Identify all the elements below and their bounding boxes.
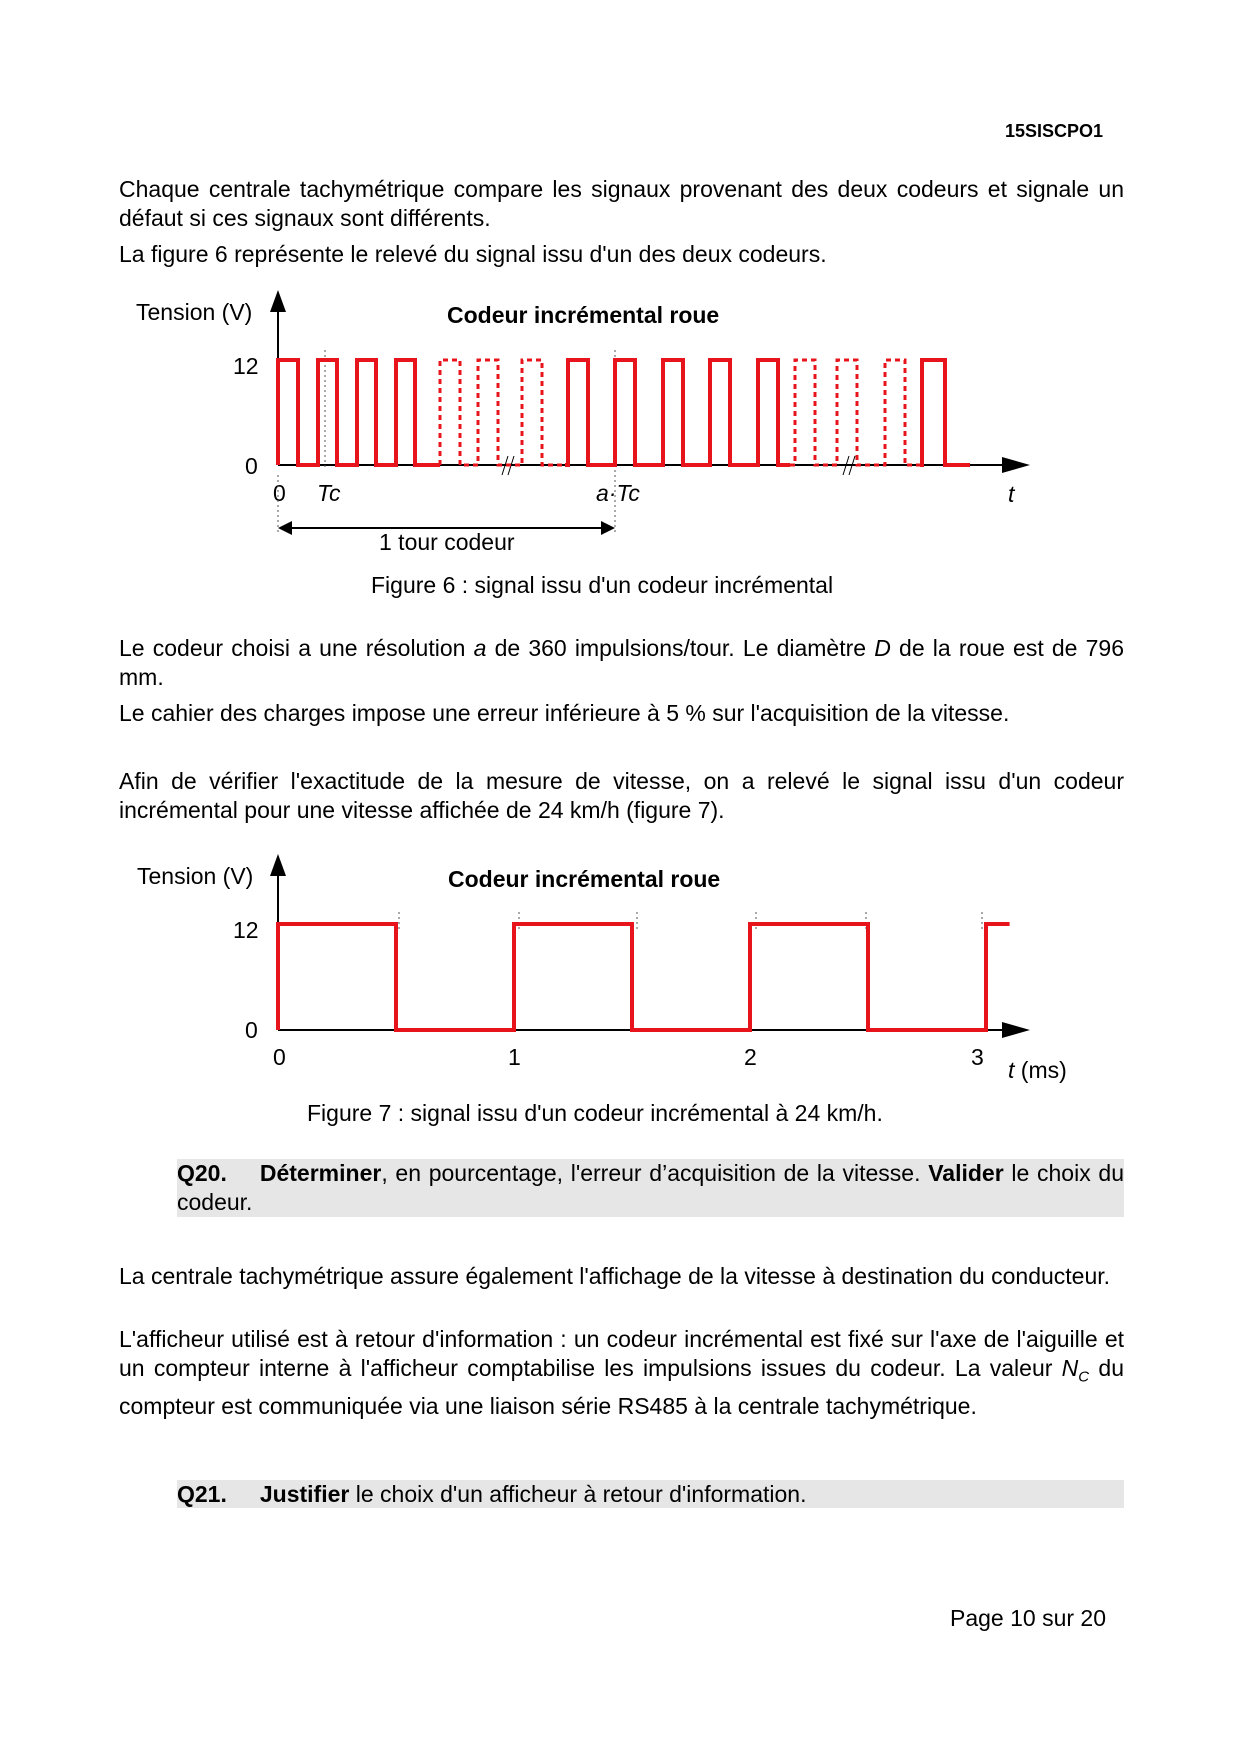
fig6-xtick-tc: Tc xyxy=(317,480,341,506)
fig6-x-arrow xyxy=(1002,457,1030,473)
variable-nc: $N_C$ xyxy=(1061,1355,1090,1386)
fig6-xtick-atc: a·Tc xyxy=(596,480,640,506)
fig6-title: Codeur incrémental roue xyxy=(447,302,720,328)
fig7-xlabel: t (ms) xyxy=(1008,1057,1067,1083)
fig6-signal-segment-2 xyxy=(565,360,790,465)
fig6-signal-segment-1 xyxy=(278,360,440,465)
fig7-xtick-3: 3 xyxy=(971,1044,984,1070)
paragraph-feedback-display: L'afficheur utilisé est à retour d'information : un codeur incrémental est fixé sur l'axe de l'aiguille et un compteur interne à l'afficheur comptabilise les impulsions issues du codeur. La valeur $N_C$ du compteur est communiquée via une liaison série RS485 à la centrale tachymétrique. xyxy=(119,1326,1124,1419)
fig7-y-arrow xyxy=(270,854,286,876)
fig6-ylabel: Tension (V) xyxy=(136,299,253,325)
fig7-x-arrow xyxy=(1002,1022,1030,1038)
fig6-signal-gap-2 xyxy=(790,360,920,465)
fig7-xtick-0: 0 xyxy=(273,1044,286,1070)
fig6-ytick-12: 12 xyxy=(233,353,259,379)
figure-7-caption: Figure 7 : signal issu d'un codeur incrémental à 24 km/h. xyxy=(307,1100,883,1126)
variable-d: D xyxy=(874,635,891,661)
page-number: Page 10 sur 20 xyxy=(950,1605,1107,1631)
question-20: Q20. Déterminer, en pourcentage, l'erreur d’acquisition de la vitesse. Valider le choix du codeur. xyxy=(177,1160,1124,1215)
fig6-xtick-0: 0 xyxy=(273,480,286,506)
fig6-tour-arrow-left xyxy=(278,521,292,535)
paragraph-specs: Le cahier des charges impose une erreur inférieure à 5 % sur l'acquisition de la vitesse. xyxy=(119,700,1010,726)
fig6-signal-gap-1 xyxy=(440,360,565,465)
fig7-ytick-12: 12 xyxy=(233,917,259,943)
fig7-title: Codeur incrémental roue xyxy=(448,866,721,892)
paragraph-figure6-intro: La figure 6 représente le relevé du signal issu d'un des deux codeurs. xyxy=(119,241,827,267)
question-21-number: Q21. xyxy=(177,1481,227,1507)
paragraph-verification: Afin de vérifier l'exactitude de la mesure de vitesse, on a relevé le signal issu d'un codeur incrémental pour une vitesse affichée de 24 km/h (figure 7). xyxy=(119,768,1124,823)
fig7-ytick-0: 0 xyxy=(245,1017,258,1043)
paragraph-display: La centrale tachymétrique assure également l'affichage de la vitesse à destination du conducteur. xyxy=(119,1263,1111,1289)
fig7-xtick-1: 1 xyxy=(508,1044,521,1070)
fig6-y-arrow xyxy=(270,290,286,312)
variable-a: a xyxy=(473,635,487,661)
fig7-signal-line xyxy=(278,924,1010,1030)
figure-6-chart xyxy=(110,290,1070,555)
fig6-xlabel: t xyxy=(1008,481,1015,507)
fig7-xtick-2: 2 xyxy=(744,1044,757,1070)
paragraph-resolution: Le codeur choisi a une résolution a de 360 impulsions/tour. Le diamètre D de la roue est de 796 mm. xyxy=(119,635,1125,690)
paragraph-intro: Chaque centrale tachymétrique compare les signaux provenant des deux codeurs et signale un défaut si ces signaux sont différents. xyxy=(119,176,1124,231)
question-20-number: Q20. xyxy=(177,1160,227,1186)
figure-6-caption: Figure 6 : signal issu d'un codeur incrémental xyxy=(371,572,834,598)
fig6-annotation: 1 tour codeur xyxy=(379,529,515,555)
figure-7-chart xyxy=(110,852,1070,1092)
fig6-ytick-0: 0 xyxy=(245,453,258,479)
document-code: 15SISCPO1 xyxy=(1005,121,1104,141)
fig6-signal-segment-3 xyxy=(920,360,970,465)
fig6-tour-arrow-right xyxy=(601,521,615,535)
question-21: Q21. Justifier le choix d'un afficheur à retour d'information. xyxy=(177,1480,1124,1508)
fig7-ylabel: Tension (V) xyxy=(137,863,254,889)
